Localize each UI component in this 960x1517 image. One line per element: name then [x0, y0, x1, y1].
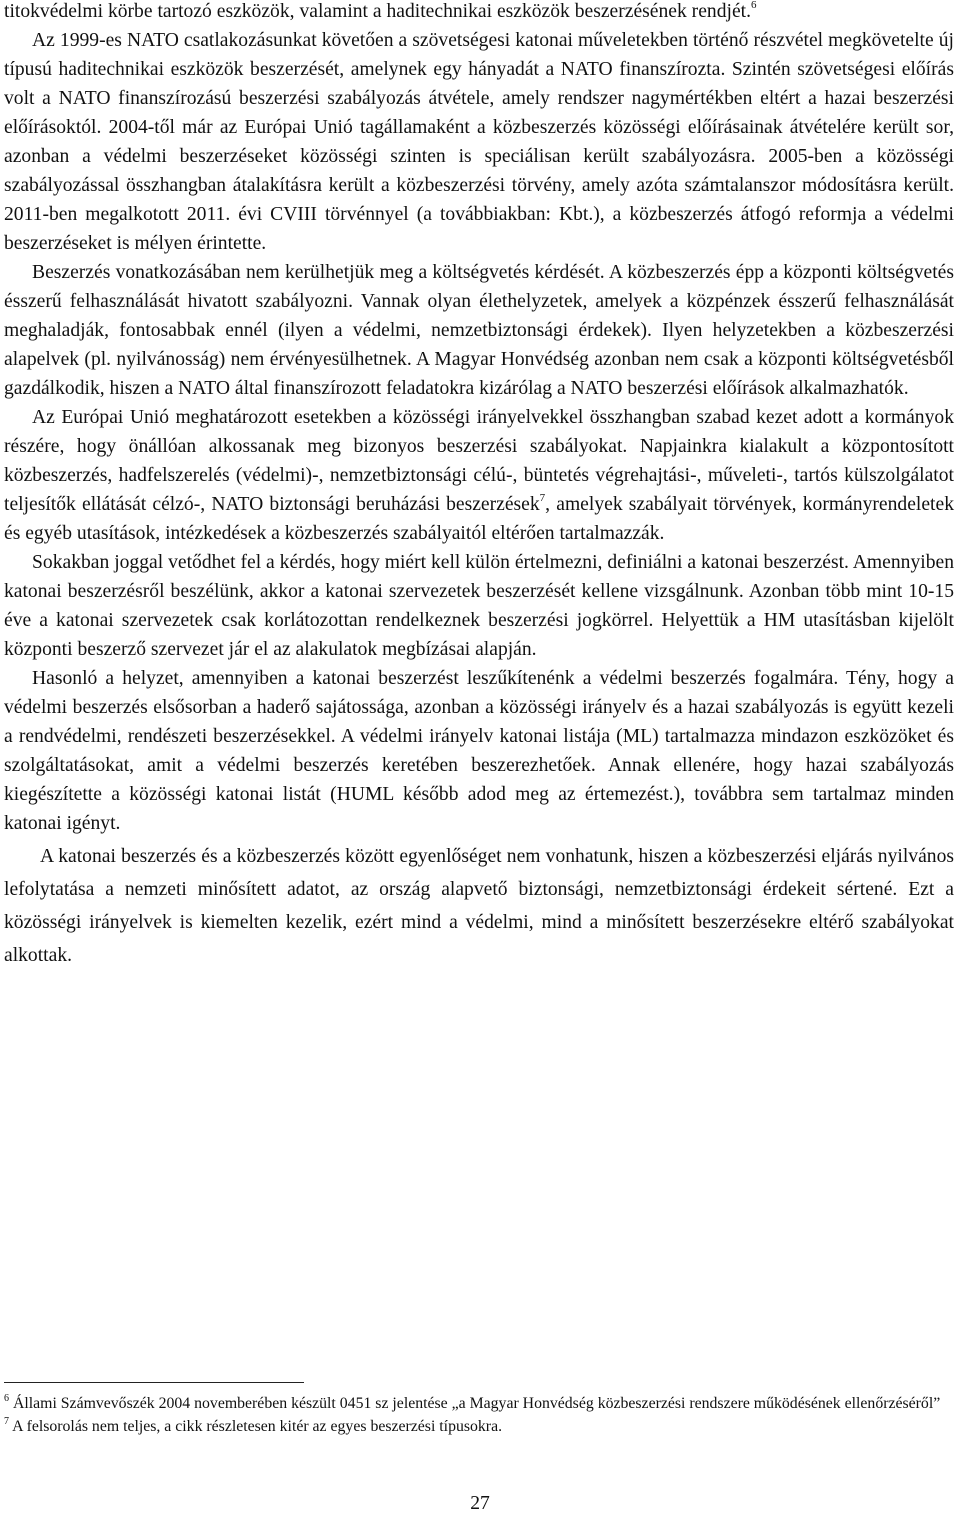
intro-text: titokvédelmi körbe tartozó eszközök, valamint a haditechnikai eszközök beszerzésének rendjét.	[4, 1, 751, 22]
sentence: Az Európai Unió meghatározott esetekben a közösségi irányelvekkel összhangban szabad kezet adott a kormányok részére, hogy önállóan alkossanak meg bizonyos beszerzési szabályokat.	[4, 407, 954, 457]
document-body	[4, 0, 954, 972]
sentence: , amelyek szabályait törvények, kormányrendeletek és egyéb utasítások, intézkedések a közbeszerzés szabályaitól eltérően tartalmazzák.	[4, 494, 954, 544]
footnote-text: A felsorolás nem teljes, a cikk részletesen kitér az egyes beszerzési típusokra.	[12, 1418, 503, 1435]
sentence: Azonban több mint 10-15 éve a katonai szervezetek csak korlátozottan rendelkeznek beszerzési jogkörrel.	[4, 581, 954, 631]
footnote-separator	[4, 1382, 304, 1383]
sentence: A védelmi irányelv katonai listája (ML) tartalmazza mindazon eszközöket és szolgáltatásokat, amit a védelmi beszerzés keretében beszerezhetőek.	[4, 726, 954, 776]
sentence: Tény, hogy a védelmi beszerzés elsősorban a haderő sajátossága, azonban a közösségi irányelv és a hazai szabályozás is együtt kezeli a rendvédelmi, rendészeti beszerzésekkel.	[4, 668, 954, 747]
page-number: 27	[470, 1493, 490, 1514]
sentence: A katonai beszerzés és a közbeszerzés között egyenlőséget nem vonhatunk, hiszen a közbeszerzési eljárás nyilvános lefolytatása a nemzeti minősített adatot, az ország alapvető biztonsági, nemzetbiztonsági érdekeit sértené.	[4, 846, 954, 900]
footnotes	[4, 1394, 954, 1440]
footnote-number: 6	[4, 1393, 9, 1404]
sentence: 2004-től már az Európai Unió tagállamaként a közbeszerzés közösségi előírásainak átvételére került sor, azonban a védelmi beszerzéseket közösségi szinten is speciálisan került szabályozásra.	[4, 117, 954, 167]
sentence: Ilyen helyzetekben a közbeszerzési alapelvek (pl. nyilvánosság) nem érvényesülhetnek.	[4, 320, 954, 370]
paragraph-equality	[4, 840, 954, 972]
paragraph-eu	[4, 403, 954, 548]
sentence: Hasonló a helyzet, amennyiben a katonai beszerzést leszűkítenénk a védelmi beszerzés fogalmára.	[32, 668, 839, 689]
sentence: Beszerzés vonatkozásában nem kerülhetjük meg a költségvetés kérdését.	[32, 262, 605, 283]
footnote-7	[4, 1417, 954, 1437]
paragraph-nato	[4, 26, 954, 258]
sentence: Szintén szövetségesi előírás volt a NATO finanszírozású beszerzési szabályozás átvétele, amely rendszer nagymértékben eltért a hazai beszerzési előírásoktól.	[4, 59, 954, 138]
sentence: Amennyiben katonai beszerzésről beszélünk, akkor a katonai szervezetek beszerzését kellene vizsgálnunk.	[4, 552, 954, 602]
sentence: A Magyar Honvédség azonban nem csak a központi költségvetésből gazdálkodik, hiszen a NATO által finanszírozott feladatokra kizárólag a NATO beszerzési előírások alkalmazhatók.	[4, 349, 954, 399]
sentence: 2005-ben a közösségi szabályozással összhangban átalakításra került a közbeszerzési törvény, amely azóta számtalanszor módosításra került.	[4, 146, 954, 196]
sentence: Annak ellenére, hogy hazai szabályozás kiegészítette a közösségi katonai listát (HUML később adod meg az értemezést.), továbbra sem tartalmaz minden katonai igényt.	[4, 755, 954, 834]
intro-paragraph	[4, 0, 954, 26]
footnote-number: 7	[4, 1416, 9, 1427]
sentence: Sokakban joggal vetődhet fel a kérdés, hogy miért kell külön értelmezni, definiálni a katonai beszerzést.	[32, 552, 849, 573]
sentence: Napjainkra kialakult a központosított közbeszerzés, hadfelszerelés (védelmi)-, nemzetbiztonsági célú-, büntetés végrehajtási-, műveleti-, tartós külszolgálatot teljesítők ellátását célzó-, NATO biztonsági beruházási beszerzések	[4, 436, 954, 515]
footnote-text: Állami Számvevőszék 2004 novemberében készült 0451 sz jelentése „a Magyar Honvédség közbeszerzési rendszere működésének ellenőrzéséről”	[12, 1395, 941, 1412]
paragraph-budget	[4, 258, 954, 403]
paragraph-defence-procurement	[4, 664, 954, 838]
footnote-6	[4, 1394, 954, 1414]
footnote-ref-7: 7	[539, 492, 546, 504]
footnote-ref-6: 6	[750, 0, 757, 11]
paragraph-military-procurement	[4, 548, 954, 664]
document-page	[4, 0, 954, 972]
sentence: Ezt a közösségi irányelvek is kiemelten kezelik, ezért mind a védelmi, mind a minősített beszerzésekre eltérő szabályokat alkottak.	[4, 879, 954, 966]
sentence: 2011-ben megalkotott 2011. évi CVIII törvénnyel (a továbbiakban: Kbt.), a közbeszerzés átfogó reformja a védelmi beszerzéseket is mélyen érintette.	[4, 204, 954, 254]
sentence: A közbeszerzés épp a központi költségvetés ésszerű felhasználását hivatott szabályozni.	[4, 262, 954, 312]
sentence: Az 1999-es NATO csatlakozásunkat követően a szövetségesi katonai műveletekben történő részvétel megkövetelte új típusú haditechnikai eszközök beszerzését, amelynek egy hányadát a NATO finanszírozta.	[4, 30, 954, 80]
sentence: Helyettük a HM utasításban kijelölt központi beszerző szervezet jár el az alakulatok megbízásai alapján.	[4, 610, 954, 660]
sentence: Vannak olyan élethelyzetek, amelyek a közpénzek ésszerű felhasználását meghaladják, fontosabbak ennél (ilyen a védelmi, nemzetbiztonsági érdekek).	[4, 291, 955, 341]
